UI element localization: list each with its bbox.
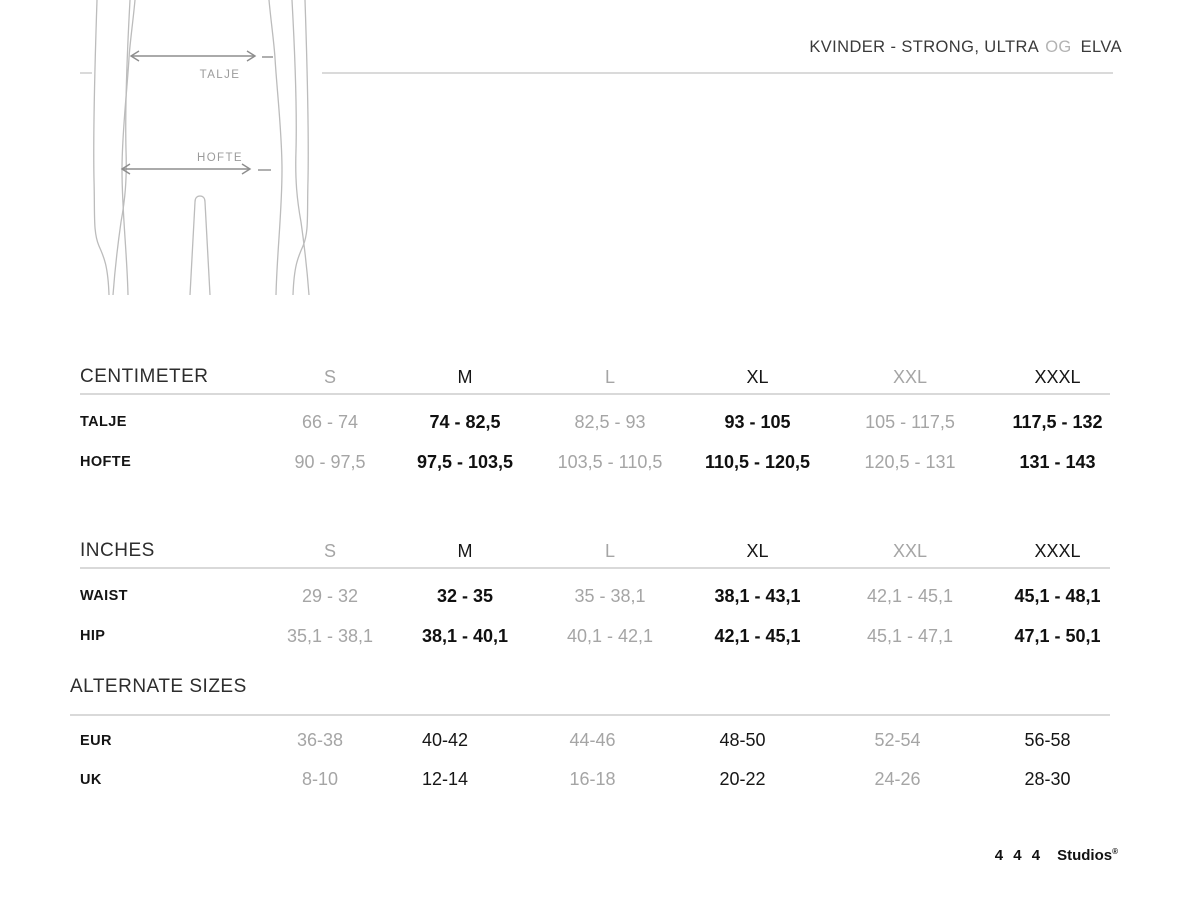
left-inner-arm-outline <box>113 0 130 295</box>
cell-waist-xl: 38,1 - 43,1 <box>714 585 801 606</box>
waist-arrow-label: TALJE <box>199 69 241 81</box>
row-label-talje: TALJE <box>80 414 127 430</box>
waist-measure-arrow <box>131 51 273 61</box>
size-header-l: L <box>604 367 615 387</box>
cell-uk-xl: 20-22 <box>719 769 766 789</box>
alternate-sizes-heading: ALTERNATE SIZES <box>70 676 247 697</box>
cell-hofte-xl: 110,5 - 120,5 <box>704 451 811 472</box>
cell-hip-xl: 42,1 - 45,1 <box>714 625 801 646</box>
inches-heading: INCHES <box>80 540 155 561</box>
table-row-uk <box>70 760 1130 799</box>
cell-talje-xxl: 105 - 117,5 <box>865 411 955 432</box>
hip-arrow-label: HOFTE <box>197 152 243 164</box>
inner-legs-outline <box>190 196 210 295</box>
size-header-xl: XL <box>746 541 769 561</box>
table-row-hip <box>80 616 1140 656</box>
cell-eur-s: 36-38 <box>296 730 344 750</box>
centimeter-table <box>80 354 1140 482</box>
cell-hip-l: 40,1 - 42,1 <box>566 625 654 646</box>
size-header-l: L <box>604 541 615 561</box>
alternate-sizes-table <box>70 676 1130 799</box>
size-header-xxl: XXL <box>892 541 928 561</box>
brand-name: Studios <box>1057 847 1113 864</box>
inches-table-header <box>80 528 1140 562</box>
cell-hofte-l: 103,5 - 110,5 <box>557 451 663 472</box>
cell-uk-l: 16-18 <box>569 769 616 789</box>
title-collections: KVINDER - STRONG, ULTRA <box>809 38 1040 56</box>
row-label-eur: EUR <box>80 732 112 749</box>
cell-talje-s: 66 - 74 <box>301 411 359 432</box>
title-og-word: OG <box>1045 38 1072 56</box>
cell-uk-m: 12-14 <box>421 769 469 789</box>
table-row-talje <box>80 402 1140 442</box>
size-header-s: S <box>323 541 336 561</box>
cell-uk-xxl: 24-26 <box>874 769 921 789</box>
table-row-hofte <box>80 442 1140 482</box>
size-header-xxxl: XXXL <box>1034 367 1081 387</box>
cell-talje-m: 74 - 82,5 <box>429 411 501 432</box>
registered-mark: ® <box>1112 847 1118 856</box>
cell-hip-s: 35,1 - 38,1 <box>286 625 374 646</box>
brand-numbers: 4 4 4 <box>994 847 1044 864</box>
row-label-uk: UK <box>80 771 102 788</box>
left-arm-outline <box>94 0 109 295</box>
cell-waist-l: 35 - 38,1 <box>574 585 646 606</box>
cell-eur-xxl: 52-54 <box>874 730 921 750</box>
body-measurement-figure <box>92 0 322 295</box>
torso-right-outline <box>269 0 282 295</box>
cell-hip-m: 38,1 - 40,1 <box>421 625 509 646</box>
size-header-xxl: XXL <box>892 367 928 387</box>
cell-uk-s: 8-10 <box>301 769 339 789</box>
cell-hip-xxxl: 47,1 - 50,1 <box>1014 625 1101 646</box>
table-row-waist <box>80 576 1140 616</box>
right-arm-outline <box>293 0 308 295</box>
torso-left-outline <box>122 0 135 295</box>
cell-talje-xl: 93 - 105 <box>724 411 791 432</box>
cell-hofte-xxxl: 131 - 143 <box>1019 451 1096 472</box>
torso-outline-illustration <box>92 0 322 295</box>
size-header-m: M <box>457 541 473 561</box>
inches-table <box>80 528 1140 656</box>
cell-hofte-m: 97,5 - 103,5 <box>416 451 514 472</box>
cell-waist-m: 32 - 35 <box>436 585 494 606</box>
size-header-m: M <box>457 367 473 387</box>
alternate-sizes-header <box>70 676 1130 710</box>
title-elva-word: ELVA <box>1080 38 1122 56</box>
size-header-xl: XL <box>746 367 769 387</box>
document-title <box>809 38 1122 57</box>
cell-talje-l: 82,5 - 93 <box>574 411 646 432</box>
size-header-s: S <box>323 367 336 387</box>
row-label-hip: HIP <box>80 628 106 644</box>
row-label-hofte: HOFTE <box>80 454 132 470</box>
cell-eur-xxxl: 56-58 <box>1024 730 1071 750</box>
cell-hofte-s: 90 - 97,5 <box>294 451 366 472</box>
cell-eur-xl: 48-50 <box>719 730 766 750</box>
table-row-eur <box>70 721 1130 760</box>
cell-eur-m: 40-42 <box>421 730 469 750</box>
row-label-waist: WAIST <box>80 588 128 604</box>
size-header-xxxl: XXXL <box>1034 541 1081 561</box>
brand-logo <box>995 847 1118 864</box>
centimeter-heading: CENTIMETER <box>80 366 209 387</box>
cell-waist-s: 29 - 32 <box>301 585 359 606</box>
cell-uk-xxxl: 28-30 <box>1024 769 1071 789</box>
cell-hip-xxl: 45,1 - 47,1 <box>866 625 954 646</box>
cell-waist-xxl: 42,1 - 45,1 <box>866 585 954 606</box>
centimeter-table-header <box>80 354 1140 388</box>
cell-hofte-xxl: 120,5 - 131 <box>864 451 956 472</box>
cell-waist-xxxl: 45,1 - 48,1 <box>1014 585 1101 606</box>
hip-measure-arrow <box>122 164 271 174</box>
cell-eur-l: 44-46 <box>569 730 616 750</box>
cell-talje-xxxl: 117,5 - 132 <box>1012 411 1103 432</box>
